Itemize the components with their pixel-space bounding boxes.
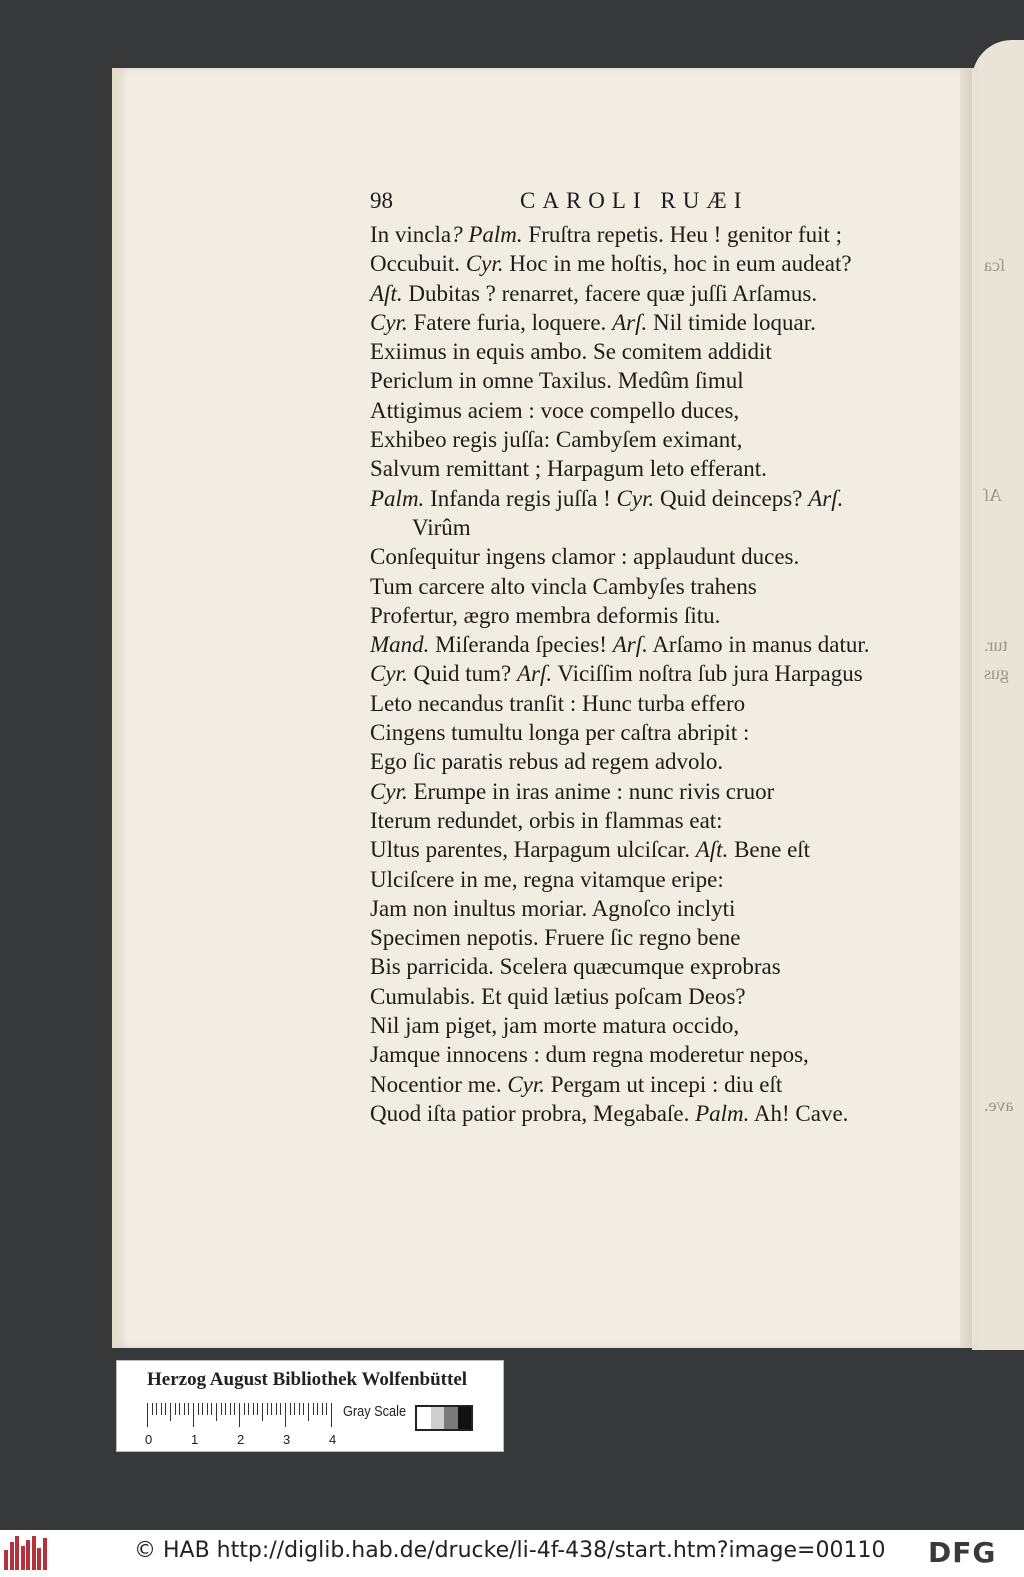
ruler-tick — [175, 1403, 176, 1415]
verse-line — [370, 425, 970, 454]
ruler-tick — [184, 1403, 185, 1415]
verse-text-span: Fatere furia, loquere. — [407, 309, 613, 335]
ruler-tick — [308, 1403, 309, 1421]
ruler-tick — [290, 1403, 291, 1415]
verse-text-span: Miſeranda ſpecies! — [429, 632, 613, 658]
ruler-number: 3 — [283, 1432, 291, 1447]
verse-text-span: Jamque innocens : dum regna moderetur nepos, — [370, 1042, 809, 1068]
verse-text-span: Nil timide loquar. — [647, 309, 816, 335]
verse-line — [370, 923, 970, 952]
footer-bar — [0, 1530, 1024, 1577]
verse-line — [370, 337, 970, 366]
ruler-tick — [207, 1403, 208, 1415]
speaker-name: Arſ. — [808, 485, 844, 511]
page-number: 98 — [370, 188, 393, 213]
verse-text-span: Dubitas ? renarret, facere quæ juſſi Arſamus. — [402, 280, 818, 306]
verse-line — [370, 513, 970, 542]
ruler-tick — [244, 1403, 245, 1415]
gray-swatch — [431, 1407, 445, 1429]
ruler-tick — [156, 1403, 157, 1415]
verse-text-span: Cingens tumultu longa per caſtra abripit : — [370, 720, 750, 746]
ruler-tick — [280, 1403, 281, 1415]
verse-text-span: Ultus parentes, Harpagum ulciſcar. — [370, 837, 696, 863]
verse-line — [370, 718, 970, 747]
ruler-tick — [313, 1403, 314, 1415]
speaker-name: Palm. — [370, 485, 425, 511]
speaker-name: Cyr. — [616, 485, 655, 511]
verse-line — [370, 630, 970, 659]
ruler-number: 2 — [237, 1432, 245, 1447]
verse-line — [370, 454, 970, 483]
verse-text-span: Cumulabis. Et quid lætius poſcam Deos? — [370, 983, 746, 1009]
logo-bar — [26, 1540, 30, 1570]
ruler-tick — [285, 1403, 286, 1427]
verse-text-span: Periclum in omne Taxilus. Medûm ſimul — [370, 368, 744, 394]
ruler-tick — [170, 1403, 171, 1421]
gray-swatch — [458, 1407, 472, 1429]
ruler-tick — [211, 1403, 212, 1415]
verse-text-span: Bene eſt — [728, 837, 811, 863]
ruler-tick — [326, 1403, 327, 1415]
verse-line — [370, 484, 970, 513]
verse-text-span: Nocentior me. — [370, 1071, 508, 1097]
ruler-tick — [147, 1403, 148, 1427]
verse-text-span: Bis parricida. Scelera quæcumque exprobras — [370, 954, 781, 980]
ruler-tick — [216, 1403, 217, 1421]
verse-text-span: Infanda regis juſſa ! — [424, 485, 617, 511]
verse-text-span: Exhibeo regis juſſa: Cambyſem eximant, — [370, 427, 743, 453]
speaker-name: Cyr. — [370, 309, 408, 335]
ruler-tick — [294, 1403, 295, 1415]
verse-line — [370, 601, 970, 630]
verse-text-span: Quid deinceps? — [654, 485, 809, 511]
speaker-name: Arſ. — [612, 309, 648, 335]
verse-text-span: Quod iſta patior probra, Megabaſe. — [370, 1100, 696, 1126]
verse-text-span: Fruſtra repetis. Heu ! genitor fuit ; — [522, 222, 843, 247]
verse-line — [370, 366, 970, 395]
facing-page-fragment: Aſ — [984, 485, 1002, 505]
ruler-tick — [234, 1403, 235, 1415]
verse-text-span: Viciſſim noſtra ſub jura Harpagus — [552, 661, 863, 687]
ruler-tick — [188, 1403, 189, 1415]
speaker-name: Mand. — [370, 632, 430, 658]
hab-logo-icon — [4, 1536, 48, 1570]
verse-text-span: Arſamo in manus datur. — [647, 632, 870, 658]
speaker-name: Aſt. — [370, 280, 403, 306]
ruler-tick — [225, 1403, 226, 1415]
facing-page-fragment: tur. — [984, 635, 1008, 655]
verse-text-span: Salvum remittant ; Harpagum leto efferant. — [370, 456, 767, 482]
ruler-tick — [248, 1403, 249, 1415]
ruler-tick — [317, 1403, 318, 1415]
gray-scale-swatches — [415, 1405, 473, 1431]
verse-line — [370, 542, 970, 571]
verse-text-span: Virûm — [412, 514, 471, 540]
ruler-tick — [202, 1403, 203, 1415]
ruler-tick — [239, 1403, 240, 1427]
verse-text-span: Attigimus aciem : voce compello duces, — [370, 397, 740, 423]
verse-text-span: Ah! Cave. — [749, 1100, 849, 1126]
speaker-name: Arſ. — [516, 661, 553, 687]
measurement-ruler — [147, 1403, 333, 1427]
ruler-tick — [267, 1403, 268, 1415]
ruler-tick — [257, 1403, 258, 1415]
verse-line — [370, 747, 970, 776]
verse-text-span: Hoc in me hoſtis, hoc in eum audeat? — [503, 251, 852, 277]
speaker-name: Palm. — [695, 1100, 750, 1126]
logo-bar — [43, 1538, 47, 1570]
verse-line — [370, 982, 970, 1011]
ruler-tick — [303, 1403, 304, 1415]
speaker-name: Cyr. — [507, 1071, 546, 1097]
ruler-tick — [253, 1403, 254, 1415]
verse-text-span: Pergam ut incepi : diu eſt — [545, 1071, 783, 1097]
gray-scale-label: Gray Scale — [343, 1403, 407, 1420]
ruler-tick — [322, 1403, 323, 1415]
verse-text — [370, 220, 970, 1128]
verse-line — [370, 894, 970, 923]
page-header — [370, 188, 950, 218]
verse-line — [370, 396, 970, 425]
ruler-tick — [299, 1403, 300, 1415]
verse-text-span: Conſequitur ingens clamor : applaudunt duces. — [370, 544, 800, 570]
logo-bar — [21, 1546, 25, 1570]
speaker-name: Cyr. — [370, 778, 408, 804]
verse-line — [370, 1040, 970, 1069]
ruler-tick — [165, 1403, 166, 1415]
verse-line — [370, 1099, 970, 1128]
verse-line — [370, 249, 970, 278]
ruler-tick — [198, 1403, 199, 1415]
verse-text-span: Exiimus in equis ambo. Se comitem addidit — [370, 339, 772, 365]
verse-line — [370, 1011, 970, 1040]
verse-line — [370, 952, 970, 981]
verse-text-span: Profertur, ægro membra deformis ſitu. — [370, 602, 721, 628]
speaker-name: Aſt. — [695, 837, 729, 863]
ruler-number: 1 — [191, 1432, 199, 1447]
gray-swatch — [417, 1407, 431, 1429]
verse-line — [370, 659, 970, 688]
verse-text-span: Erumpe in iras anime : nunc rivis cruor — [407, 778, 775, 804]
verse-line — [370, 689, 970, 718]
speaker-name: ? Palm. — [451, 222, 523, 247]
ruler-number: 4 — [329, 1432, 337, 1447]
verse-line — [370, 308, 970, 337]
ruler-tick — [221, 1403, 222, 1415]
verse-text-span: Ego ſic paratis rebus ad regem advolo. — [370, 749, 724, 775]
verse-text-span: Jam non inultus moriar. Agnoſco inclyti — [370, 895, 736, 921]
facing-page-edge — [972, 40, 1024, 1350]
ruler-tick — [161, 1403, 162, 1415]
ruler-tick — [179, 1403, 180, 1415]
logo-bar — [10, 1542, 14, 1570]
ruler-tick — [193, 1403, 194, 1427]
verse-text-span: Nil jam piget, jam morte matura occido, — [370, 1013, 740, 1039]
logo-bar — [15, 1536, 19, 1570]
verse-line — [370, 220, 970, 249]
verse-line — [370, 572, 970, 601]
footer-copyright-link[interactable]: © HAB http://diglib.hab.de/drucke/li-4f-438/start.htm?image=00110 — [134, 1538, 886, 1563]
verse-text-span: Occubuit. — [370, 251, 466, 277]
verse-text-span: In vincla — [370, 222, 452, 247]
facing-page-fragment: gus — [984, 663, 1010, 683]
ruler-tick — [230, 1403, 231, 1415]
ruler-tick — [152, 1403, 153, 1415]
dfg-logo: DFG — [928, 1536, 997, 1569]
verse-text-span: Specimen nepotis. Fruere ſic regno bene — [370, 925, 741, 951]
ruler-number: 0 — [145, 1432, 153, 1447]
ruler-tick — [262, 1403, 263, 1421]
verse-text-span: Tum carcere alto vincla Cambyſes trahens — [370, 573, 757, 599]
speaker-name: Arſ. — [612, 632, 648, 658]
speaker-name: Cyr. — [370, 661, 408, 687]
gray-swatch — [444, 1407, 458, 1429]
verse-line — [370, 806, 970, 835]
ruler-tick — [276, 1403, 277, 1415]
verse-line — [370, 279, 970, 308]
ruler-tick — [271, 1403, 272, 1415]
logo-bar — [4, 1550, 8, 1570]
verse-text-span: Quid tum? — [407, 661, 517, 687]
verse-text-span: Iterum redundet, orbis in flammas eat: — [370, 807, 723, 833]
facing-page-fragment: ſca — [984, 255, 1005, 275]
verse-line — [370, 777, 970, 806]
library-name: Herzog August Bibliothek Wolfenbüttel — [147, 1369, 468, 1390]
logo-bar — [32, 1536, 36, 1570]
ruler-tick — [331, 1403, 332, 1427]
logo-bar — [37, 1548, 41, 1570]
speaker-name: Cyr. — [465, 251, 504, 277]
facing-page-fragment: ave. — [984, 1095, 1014, 1115]
library-label-card — [116, 1360, 504, 1452]
verse-line — [370, 1070, 970, 1099]
running-title: CAROLI RUÆI — [520, 188, 749, 213]
verse-text-span: Ulciſcere in me, regna vitamque eripe: — [370, 866, 724, 892]
verse-line — [370, 835, 970, 864]
verse-line — [370, 865, 970, 894]
verse-text-span: Leto necandus tranſit : Hunc turba effero — [370, 690, 746, 716]
